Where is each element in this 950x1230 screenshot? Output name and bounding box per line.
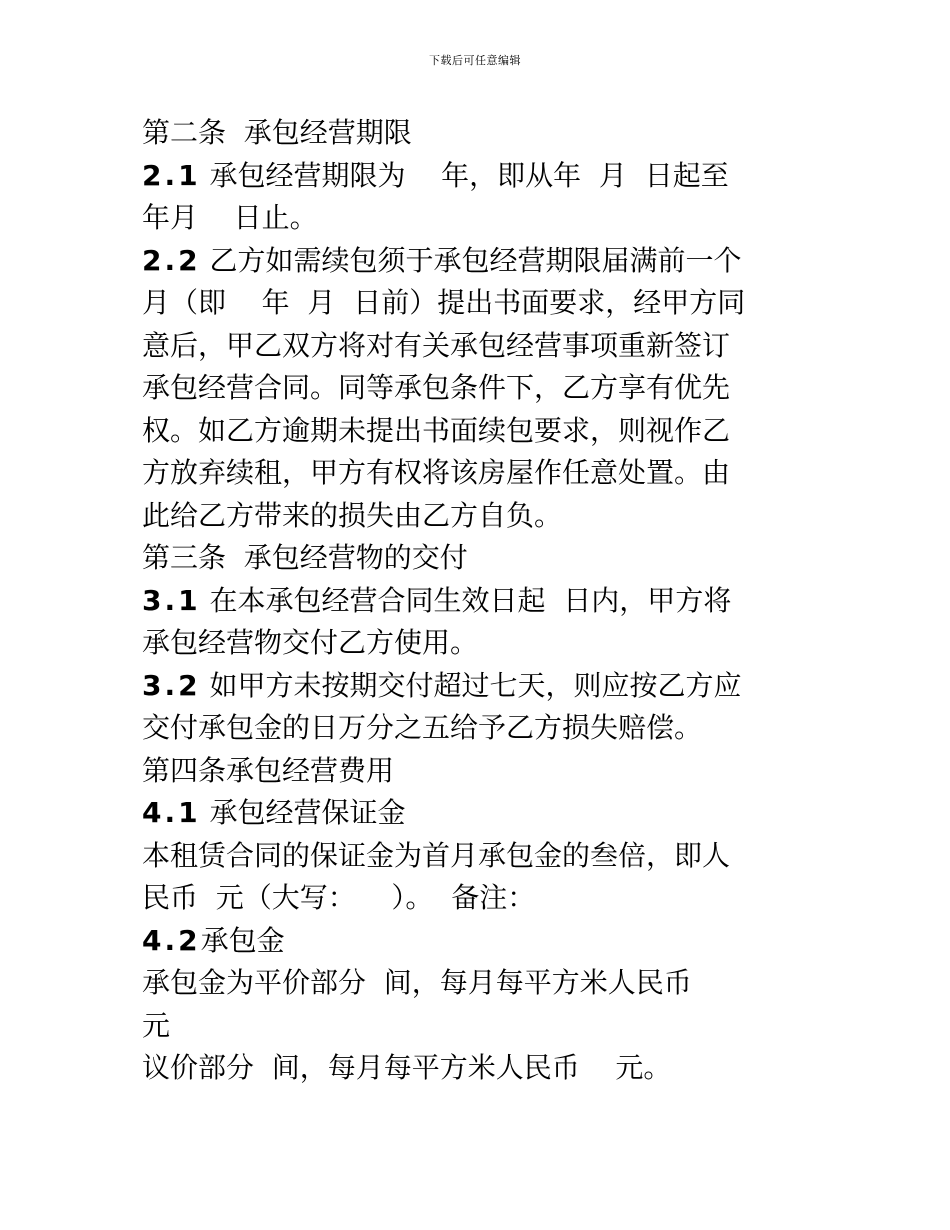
line-text: 承包经营合同。同等承包条件下，乙方享有优先 — [142, 371, 731, 404]
document-body — [142, 112, 842, 1090]
clause-4-1-body — [142, 835, 842, 878]
line-text: 意后，甲乙双方将对有关承包经营事项重新签订 — [142, 328, 731, 362]
line-text: 月（即 年 月 日前）提出书面要求，经甲方同 — [142, 286, 746, 319]
page-header: 下载后可任意编辑 — [429, 54, 521, 67]
line-text: 在本承包经营合同生效日起 日内，甲方将 — [200, 583, 732, 617]
line-text: 元 — [142, 1008, 171, 1042]
line-text: 承包经营保证金 — [200, 796, 406, 829]
clause-number: 2.1 — [142, 158, 201, 192]
line-text: 承包金 — [200, 923, 285, 957]
clause-number: 4.2 — [142, 923, 201, 957]
clause-4-2 — [142, 920, 842, 963]
line-text: 第二条 承包经营期限 — [142, 116, 412, 149]
clause-number: 3.1 — [142, 583, 201, 617]
clause-3-1-cont — [142, 622, 842, 665]
line-text: 承包金为平价部分 间，每月每平方米人民币 — [142, 966, 692, 999]
line-text: 年月 日止。 — [142, 201, 318, 234]
clause-4-2-body — [142, 1047, 842, 1090]
clause-2-2-cont — [142, 452, 842, 495]
line-text: 方放弃续租，甲方有权将该房屋作任意处置。由 — [142, 456, 731, 489]
line-text: 如甲方未按期交付超过七天，则应按乙方应 — [200, 668, 742, 702]
article-2-heading — [142, 112, 842, 155]
clause-4-2-body — [142, 1005, 842, 1048]
clause-4-1-body — [142, 877, 842, 920]
line-text: 议价部分 间，每月每平方米人民币 元。 — [142, 1051, 672, 1084]
clause-4-2-body — [142, 962, 842, 1005]
line-text: 承包经营物交付乙方使用。 — [142, 626, 479, 659]
line-text: 本租赁合同的保证金为首月承包金的叁倍，即人 — [142, 838, 731, 872]
line-text: 第三条 承包经营物的交付 — [142, 541, 468, 574]
article-3-heading — [142, 537, 842, 580]
clause-number: 3.2 — [142, 668, 201, 702]
clause-4-1 — [142, 792, 842, 835]
clause-2-2 — [142, 240, 842, 283]
line-text: 权。如乙方逾期未提出书面续包要求，则视作乙 — [142, 413, 731, 447]
article-4-heading — [142, 750, 842, 793]
clause-2-2-cont — [142, 325, 842, 368]
clause-2-1 — [142, 155, 842, 198]
clause-3-1 — [142, 580, 842, 623]
clause-number: 4.1 — [142, 796, 201, 829]
line-text: 此给乙方带来的损失由乙方自负。 — [142, 498, 563, 532]
clause-2-2-cont — [142, 495, 842, 538]
line-text: 第四条承包经营费用 — [142, 753, 395, 787]
clause-2-2-cont — [142, 282, 842, 325]
line-text: 承包经营期限为 年，即从年 月 日起至 — [200, 158, 729, 192]
clause-number: 2.2 — [142, 243, 201, 277]
clause-2-2-cont — [142, 410, 842, 453]
line-text: 民币 元（大写： ）。 备注： — [142, 881, 536, 914]
clause-2-1-cont — [142, 197, 842, 240]
clause-3-2-cont — [142, 707, 842, 750]
line-text: 交付承包金的日万分之五给予乙方损失赔偿。 — [142, 711, 703, 744]
line-text: 乙方如需续包须于承包经营期限届满前一个 — [200, 243, 742, 277]
clause-3-2 — [142, 665, 842, 708]
clause-2-2-cont — [142, 367, 842, 410]
